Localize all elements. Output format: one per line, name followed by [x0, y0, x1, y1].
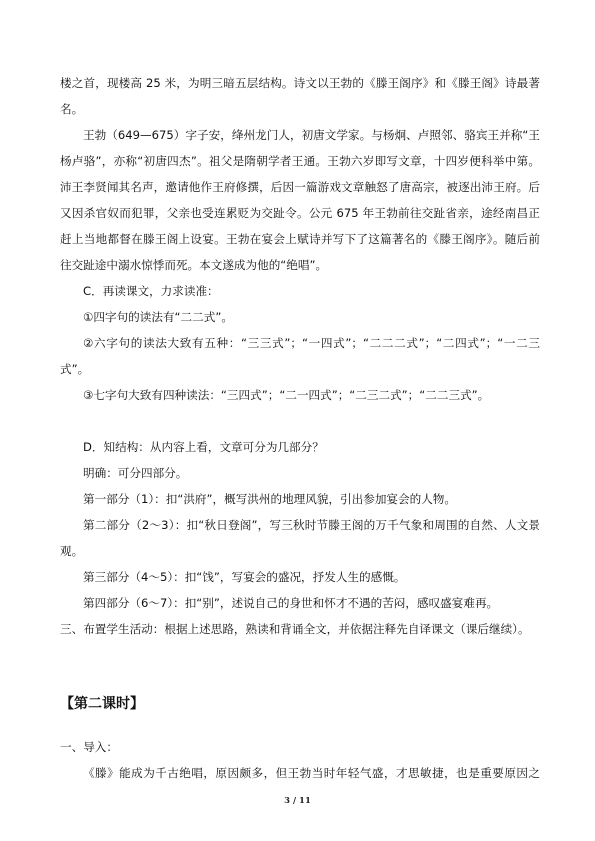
paragraph-part-three: 第三部分（4～5）：扣“饯”，写宴会的盛况，抒发人生的感慨。 — [83, 570, 406, 584]
paragraph-student-activity: 三、布置学生活动：根据上述思路，熟读和背诵全文，并依据注释先自译课文（课后继续）。 — [60, 622, 530, 636]
paragraph-part-two: 第二部分（2～3）：扣“秋日登阁”，写三秋时节滕王阁的万千气象和周围的自然、人文景观。 — [60, 518, 540, 558]
paragraph-intro-heading: 一、导入： — [60, 740, 118, 754]
page-number: 3 / 11 — [284, 796, 311, 806]
paragraph-seven-char: ③七字句大致有四种读法：“三四式”；“二一四式”；“二三二式”；“二二三式”。 — [83, 388, 490, 402]
paragraph-wangbo-bio: 王勃（649—675）字子安，绛州龙门人，初唐文学家。与杨炯、卢照邻、骆宾王并称“王杨卢骆”，亦称“初唐四杰”。祖父是隋朝学者王通。王勃六岁即写文章，十四岁便科举中第。沛王李贤闻其名声，邀请他作王府修撰，后因一篇游戏文章触怒了唐高宗，被逐出沛王府。后又因杀官奴而犯罪，父亲也受连累贬为交趾令。公元 675 年王勃前往交趾省亲，途经南昌正赶上当地都督在滕王阁上设宴。王勃在宴会上赋诗并写下了这篇著名的《滕王阁序》。随后前往交趾途中溺水惊悸而死。本文遂成为他的“绝唱”。 — [60, 128, 540, 272]
paragraph-reread-heading: C．再读课文，力求读准： — [83, 284, 219, 298]
paragraph-tower-description: 楼之首，现楼高 25 米，为明三暗五层结构。诗文以王勃的《滕王阁序》和《滕王阁》诗最著名。 — [60, 76, 540, 116]
paragraph-four-char: ①四字句的读法有“二二式”。 — [83, 310, 233, 324]
paragraph-structure-answer: 明确：可分四部分。 — [83, 466, 188, 480]
paragraph-intro-story: 《滕》能成为千古绝唱，原因颇多，但王勃当时年轻气盛，才思敏捷，也是重要原因之 — [83, 766, 540, 780]
paragraph-part-four: 第四部分（6～7）：扣“别”，述说自己的身世和怀才不遇的苦闷，感叹盛宴难再。 — [83, 596, 499, 610]
paragraph-six-char: ②六字句的读法大致有五种：“三三式”；“一四式”；“二二二式”；“二四式”；“一二三式”。 — [60, 336, 540, 376]
section-heading-second-lesson: 【第二课时】 — [60, 696, 144, 712]
paragraph-part-one: 第一部分（1）：扣“洪府”，概写洪州的地理风貌，引出参加宴会的人物。 — [83, 492, 456, 506]
paragraph-structure-question: D．知结构：从内容上看，文章可分为几部分？ — [83, 440, 324, 454]
